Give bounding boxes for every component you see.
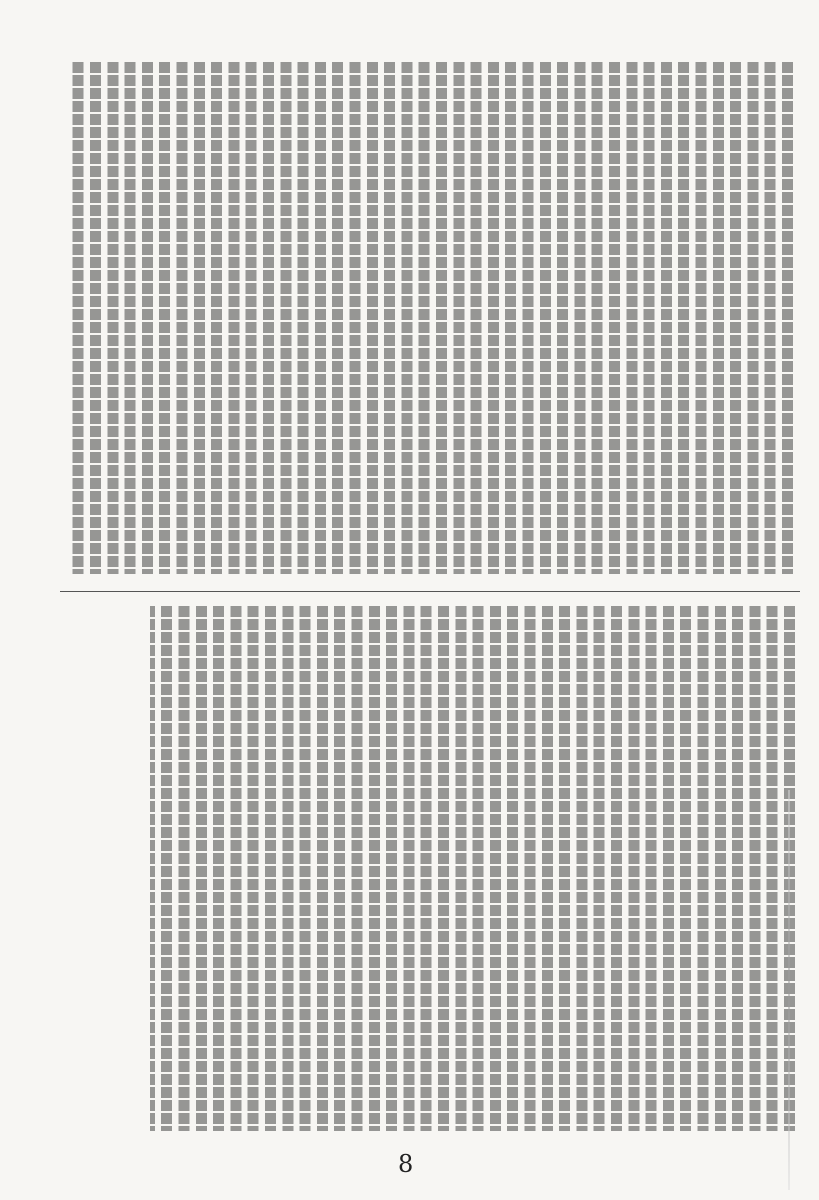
upper-text-block bbox=[68, 62, 793, 574]
page-number: 8 bbox=[398, 1150, 414, 1178]
tier-divider bbox=[60, 591, 800, 592]
lower-text-block bbox=[150, 606, 795, 1131]
scan-edge-mark bbox=[788, 790, 790, 1190]
